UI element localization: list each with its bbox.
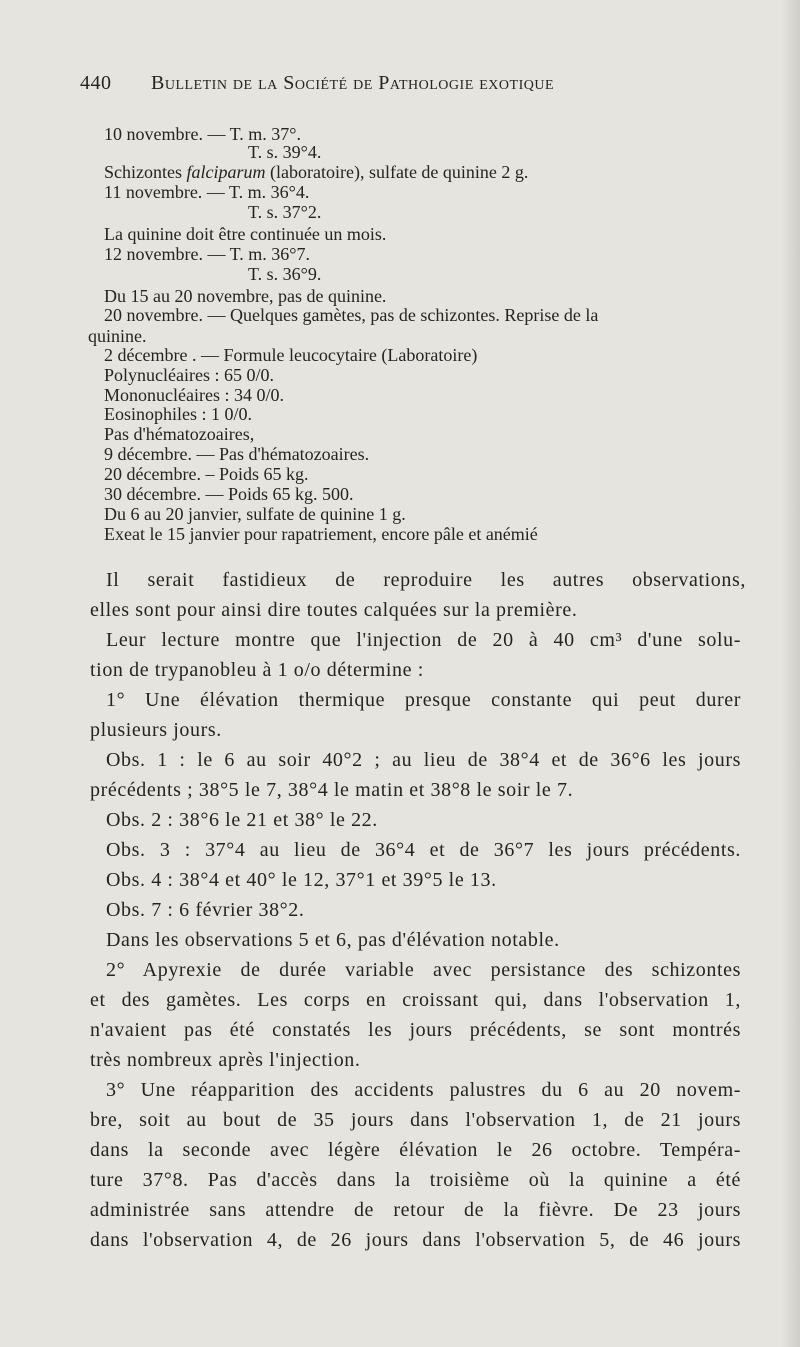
journal-title: Bulletin de la Société de Pathologie exotique [151,72,555,94]
body-line: Obs. 2 : 38°6 le 21 et 38° le 22. [106,809,378,831]
note-line: Pas d'hématozoaires, [104,424,255,444]
note-line: Eosinophiles : 1 0/0. [104,404,252,424]
note-line: T. s. 39°4. [248,142,322,162]
body-line: Dans les observations 5 et 6, pas d'élévation notable. [106,929,560,951]
note-line: Schizontes falciparum (laboratoire), sulfate de quinine 2 g. [104,162,529,182]
body-line: 2° Apyrexie de durée variable avec persistance des schizontes [106,959,741,981]
note-line: T. s. 36°9. [248,264,322,284]
page-number: 440 [80,72,112,94]
body-line: 3° Une réapparition des accidents palustres du 6 au 20 novem- [106,1079,741,1101]
body-line: n'avaient pas été constatés les jours précédents, se sont montrés [90,1019,741,1041]
note-line: La quinine doit être continuée un mois. [104,224,387,244]
body-line: plusieurs jours. [90,719,222,741]
note-line: Polynucléaires : 65 0/0. [104,365,274,385]
body-line: dans la seconde avec légère élévation le 26 octobre. Tempéra- [90,1139,741,1161]
body-line: 1° Une élévation thermique presque constante qui peut durer [106,689,741,711]
body-line: très nombreux après l'injection. [90,1049,361,1071]
note-line: Mononucléaires : 34 0/0. [104,385,284,405]
note-line: Exeat le 15 janvier pour rapatriement, encore pâle et anémié [104,524,538,544]
note-line: 12 novembre. — T. m. 36°7. [104,244,311,264]
note-line: quinine. [88,326,147,346]
body-line: administrée sans attendre de retour de la fièvre. De 23 jours [90,1199,741,1221]
body-line: Obs. 7 : 6 février 38°2. [106,899,305,921]
body-line: dans l'observation 4, de 26 jours dans l'observation 5, de 46 jours [90,1229,741,1251]
note-line: Du 6 au 20 janvier, sulfate de quinine 1 g. [104,504,406,524]
body-line: Obs. 4 : 38°4 et 40° le 12, 37°1 et 39°5 le 13. [106,869,497,891]
running-header [80,72,640,95]
body-line: ture 37°8. Pas d'accès dans la troisième où la quinine a été [90,1169,741,1191]
note-line: T. s. 37°2. [248,202,322,222]
body-line: Leur lecture montre que l'injection de 20 à 40 cm³ d'une solu- [106,629,741,651]
body-line: Obs. 3 : 37°4 au lieu de 36°4 et de 36°7 les jours précédents. [106,839,741,861]
body-line: et des gamètes. Les corps en croissant qui, dans l'observation 1, [90,989,741,1011]
body-line: Il serait fastidieux de reproduire les autres observations, [106,569,746,591]
note-line: 30 décembre. — Poids 65 kg. 500. [104,484,354,504]
note-line: 2 décembre . — Formule leucocytaire (Laboratoire) [104,345,478,365]
note-line: 10 novembre. — T. m. 37°. [104,124,302,144]
note-line: 20 novembre. — Quelques gamètes, pas de schizontes. Reprise de la [104,305,599,325]
note-line: 11 novembre. — T. m. 36°4. [104,182,310,202]
note-line: Du 15 au 20 novembre, pas de quinine. [104,286,387,306]
body-line: bre, soit au bout de 35 jours dans l'observation 1, de 21 jours [90,1109,741,1131]
page-edge-shadow [782,0,800,1347]
body-line: tion de trypanobleu à 1 o/o détermine : [90,659,424,681]
note-line: 20 décembre. – Poids 65 kg. [104,464,309,484]
note-line: 9 décembre. — Pas d'hématozoaires. [104,444,370,464]
body-line: précédents ; 38°5 le 7, 38°4 le matin et 38°8 le soir le 7. [90,779,574,801]
body-line: elles sont pour ainsi dire toutes calquées sur la première. [90,599,578,621]
body-line: Obs. 1 : le 6 au soir 40°2 ; au lieu de 38°4 et de 36°6 les jours [106,749,741,771]
